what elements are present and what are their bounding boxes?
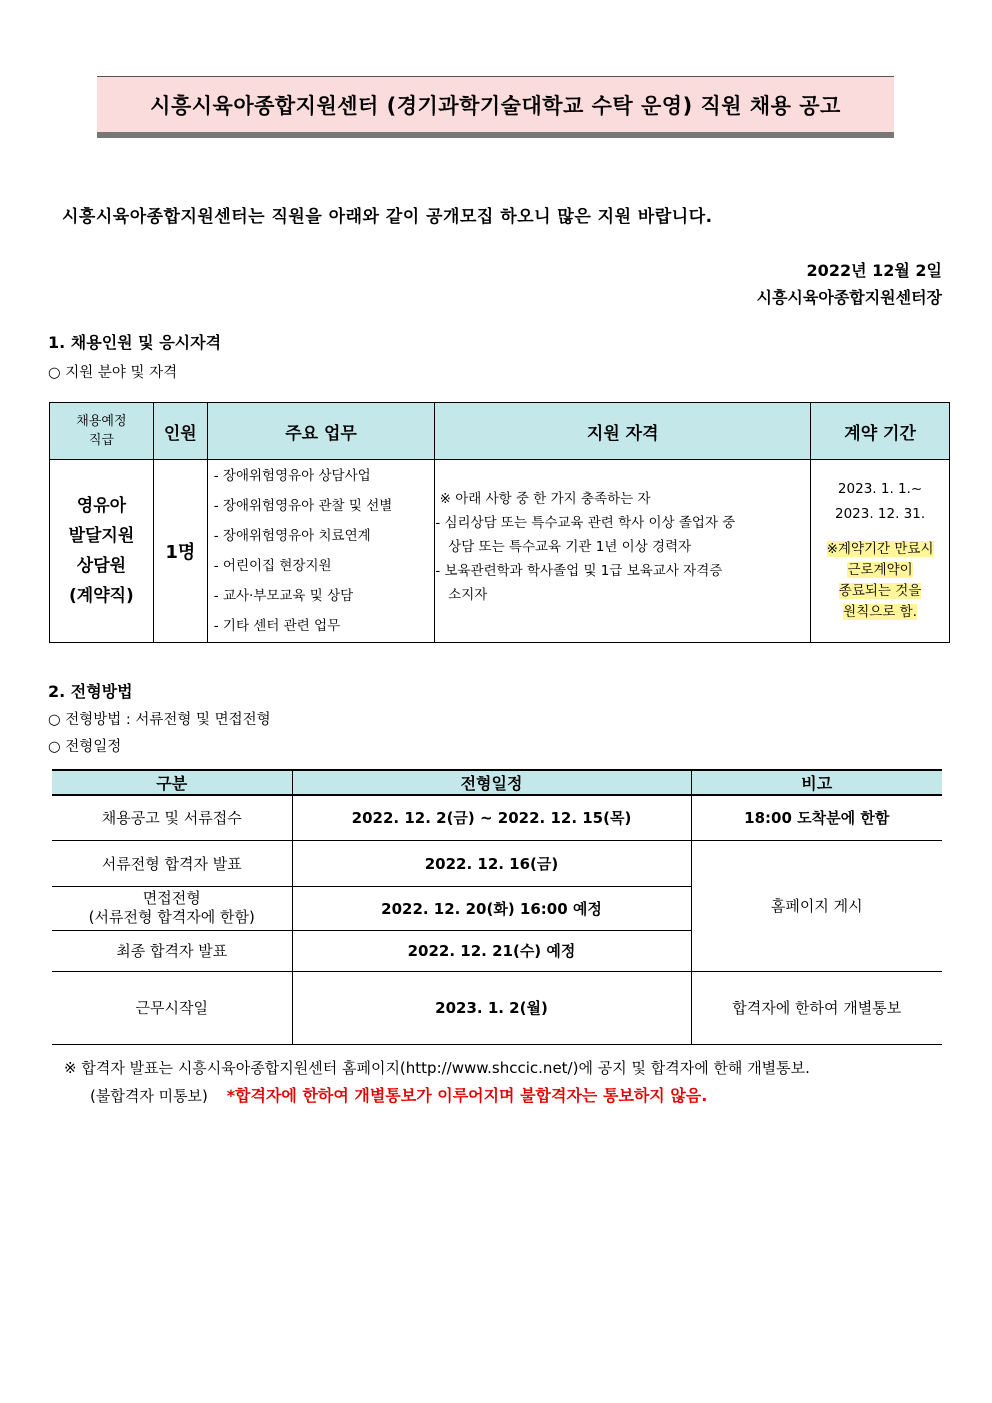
- cell-remark: 홈페이지 게시: [691, 840, 942, 971]
- category-line: (서류전형 합격자에 한함): [88, 908, 255, 926]
- footnote: [64, 1055, 810, 1110]
- header-qualification: 지원 자격: [435, 403, 811, 460]
- cell-count: 1명: [153, 460, 207, 643]
- header-position: [50, 403, 154, 460]
- period-note-line: 종료되는 것을: [838, 583, 922, 599]
- qualification-item: - 보육관련학과 학사졸업 및 1급 보육교사 자격증: [435, 563, 723, 579]
- table-row: [52, 840, 942, 886]
- qualification-table: [49, 402, 950, 643]
- header-period: 계약 기간: [811, 403, 950, 460]
- cell-category: 최종 합격자 발표: [52, 930, 292, 971]
- duty-item: - 장애위험영유아 상담사업: [213, 468, 371, 484]
- period-note-line: 근로계약이: [847, 562, 913, 578]
- header-position-l2: 직급: [88, 433, 114, 448]
- cell-schedule: 2022. 12. 21(수) 예정: [292, 930, 691, 971]
- issuer: 시흥시육아종합지원센터장: [756, 288, 942, 307]
- table-header-row: [52, 770, 942, 795]
- cell-remark: 18:00 도착분에 한함: [691, 795, 942, 840]
- cell-qualification: [435, 460, 811, 643]
- intro-text: 시흥시육아종합지원센터는 직원을 아래와 같이 공개모집 하오니 많은 지원 바랍니다.: [62, 207, 713, 227]
- cell-duties: [207, 460, 435, 643]
- cell-category: [52, 886, 292, 930]
- table-header-row: [50, 403, 950, 460]
- table-row: [52, 795, 942, 840]
- section2-sub2: ○ 전형일정: [48, 739, 122, 755]
- page-title: 시흥시육아종합지원센터 (경기과학기술대학교 수탁 운영) 직원 채용 공고: [97, 76, 894, 138]
- header-category: 구분: [52, 770, 292, 795]
- cell-schedule: 2022. 12. 2(금) ~ 2022. 12. 15(목): [292, 795, 691, 840]
- section2-sub1: ○ 전형방법 : 서류전형 및 면접전형: [48, 712, 271, 728]
- cell-category: 근무시작일: [52, 971, 292, 1044]
- duty-item: - 어린이집 현장지원: [213, 558, 332, 574]
- period-line: 2023. 1. 1.~: [837, 481, 923, 497]
- footnote-line1: ※ 합격자 발표는 시흥시육아종합지원센터 홈페이지(http://www.shccic.net/)에 공지 및 합격자에 한해 개별통보.: [64, 1059, 810, 1077]
- position-line: (계약직): [69, 586, 134, 606]
- position-line: 영유아: [76, 496, 127, 516]
- cell-remark: 합격자에 한하여 개별통보: [691, 971, 942, 1044]
- position-line: 상담원: [76, 556, 127, 576]
- section1-sub: ○ 지원 분야 및 자격: [48, 365, 178, 381]
- qualification-item: ※ 아래 사항 중 한 가지 충족하는 자: [435, 491, 651, 507]
- table-row: [52, 971, 942, 1044]
- cell-period: [811, 460, 950, 643]
- cell-category: 채용공고 및 서류접수: [52, 795, 292, 840]
- duty-item: - 장애위험영유아 관찰 및 선별: [213, 498, 393, 514]
- schedule-table: [52, 769, 942, 1045]
- cell-category: 서류전형 합격자 발표: [52, 840, 292, 886]
- issue-block: [757, 257, 942, 311]
- footnote-red-notice: *합격자에 한하여 개별통보가 이루어지며 불합격자는 통보하지 않음.: [226, 1086, 708, 1105]
- qualification-item: 상담 또는 특수교육 기관 1년 이상 경력자: [435, 539, 692, 555]
- header-duties: 주요 업무: [207, 403, 435, 460]
- header-schedule: 전형일정: [292, 770, 691, 795]
- cell-schedule: 2022. 12. 20(화) 16:00 예정: [292, 886, 691, 930]
- footnote-line2: [64, 1082, 810, 1110]
- period-note-line: 원칙으로 함.: [843, 604, 917, 620]
- header-remark: 비고: [691, 770, 942, 795]
- section2-heading: 2. 전형방법: [48, 682, 133, 701]
- qualification-item: - 심리상담 또는 특수교육 관련 학사 이상 졸업자 중: [435, 515, 736, 531]
- header-count: 인원: [153, 403, 207, 460]
- position-line: 발달지원: [68, 526, 135, 546]
- duty-item: - 교사·부모교육 및 상담: [213, 588, 354, 604]
- cell-position: [50, 460, 154, 643]
- table-row: [50, 460, 950, 643]
- category-line: 면접전형: [142, 889, 201, 907]
- issue-date: 2022년 12월 2일: [806, 261, 942, 280]
- period-line: 2023. 12. 31.: [834, 506, 926, 522]
- duty-item: - 장애위험영유아 치료연계: [213, 528, 371, 544]
- qualification-item: 소지자: [435, 587, 488, 603]
- section1-heading: 1. 채용인원 및 응시자격: [48, 333, 222, 352]
- cell-schedule: 2023. 1. 2(월): [292, 971, 691, 1044]
- cell-schedule: 2022. 12. 16(금): [292, 840, 691, 886]
- footnote-not-notified: (불합격자 미통보): [90, 1087, 208, 1105]
- duty-item: - 기타 센터 관련 업무: [213, 618, 341, 634]
- header-position-l1: 채용예정: [76, 414, 127, 429]
- period-note-line: ※계약기간 만료시: [826, 541, 934, 557]
